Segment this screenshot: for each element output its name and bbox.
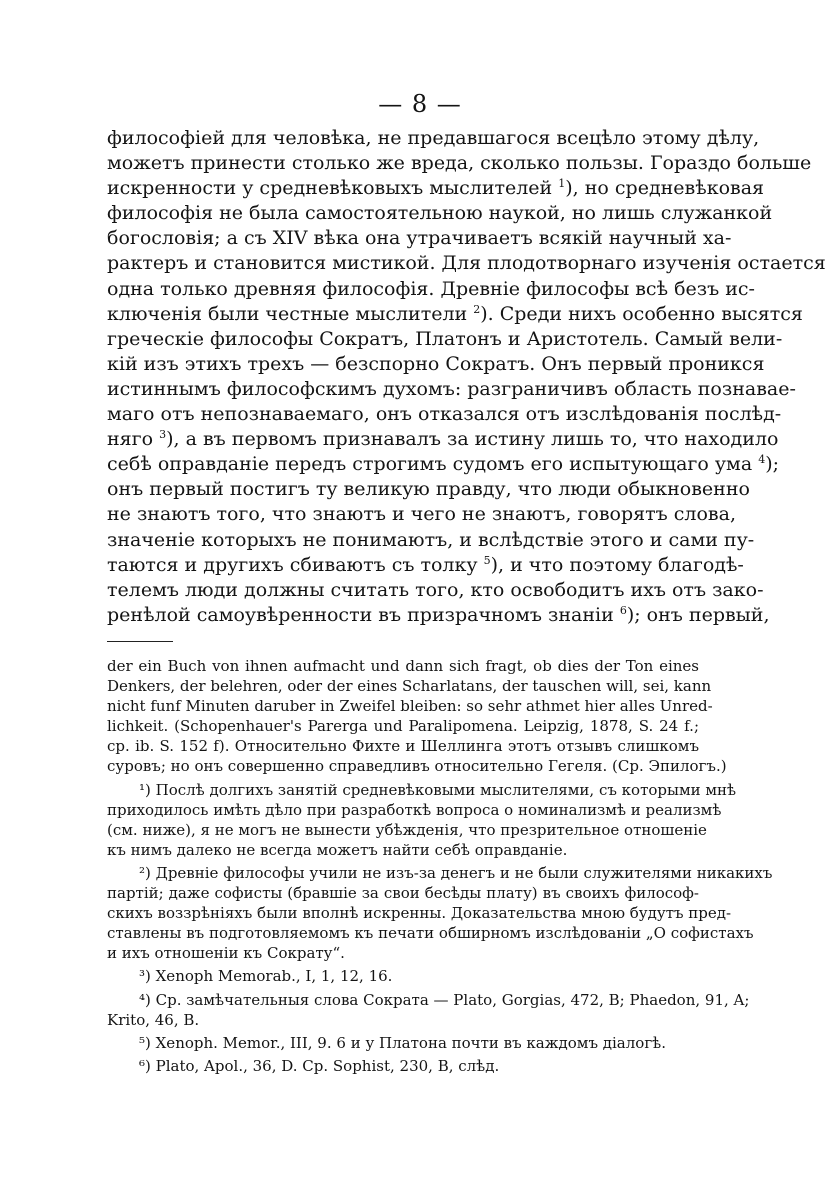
- footnote-line: ставлены въ подготовляемомъ къ печати обширномъ изслѣдованіи „О софистахъ: [107, 924, 754, 943]
- footnote-marker[interactable]: 6: [619, 603, 627, 617]
- body-line-text: рактеръ и становится мистикой. Для плодотворнаго изученія остается: [107, 252, 826, 275]
- footnote-line: партій; даже софисты (бравшіе за свои бесѣды плату) въ своихъ философ-: [107, 884, 699, 903]
- body-line-text: искренности у средневѣковыхъ мыслителей: [107, 177, 559, 200]
- body-line-text: не знаютъ того, что знаютъ и чего не знаютъ, говорятъ слова,: [107, 503, 736, 526]
- body-line-text: таются и другихъ сбиваютъ съ толку: [107, 553, 484, 576]
- body-line-text: онъ первый постигъ ту великую правду, что люди обыкновенно: [107, 478, 750, 501]
- body-line-text: ); онъ первый,: [626, 603, 770, 626]
- body-line-text: богословія; а съ XIV вѣка она утрачиваетъ всякій научный ха-: [107, 227, 732, 250]
- body-line-text: истиннымъ философскимъ духомъ: разграничивъ область познавае-: [107, 377, 796, 400]
- body-line: [107, 427, 779, 452]
- body-line: [107, 452, 780, 477]
- body-line: [107, 352, 765, 377]
- body-line-text: ), но средневѣковая: [565, 177, 765, 200]
- body-line-text: ), а въ первомъ признавалъ за истину лишь то, что находило: [166, 428, 779, 451]
- body-line: [107, 176, 765, 201]
- body-line: [107, 578, 764, 603]
- footnote-marker[interactable]: 5: [483, 553, 491, 567]
- footnote-marker[interactable]: 2: [473, 302, 481, 316]
- footnote-marker[interactable]: 1: [558, 177, 566, 191]
- footnote-line: (см. ниже), я не могъ не вынести убѣжденія, что презрительное отношеніе: [107, 820, 707, 839]
- body-line-text: себѣ оправданіе передъ строгимъ судомъ его испытующаго ума: [107, 453, 759, 476]
- footnote-marker[interactable]: 4: [758, 453, 766, 467]
- body-line: [107, 302, 803, 327]
- footnote-line: lichkeit. (Schopenhauer's Parerga und Paralipomena. Leipzig, 1878, S. 24 f.;: [107, 717, 699, 736]
- footnote-line: cp. ib. S. 152 f). Относительно Фихте и Шеллинга этотъ отзывъ слишкомъ: [107, 737, 699, 756]
- body-line-text: значеніе которыхъ не понимаютъ, и вслѣдствіе этого и сами пу-: [107, 528, 755, 551]
- footnote-line: приходилось имѣть дѣло при разработкѣ вопроса о номинализмѣ и реализмѣ: [107, 800, 722, 819]
- footnote-line: къ нимъ далеко не всегда можетъ найти себѣ оправданіе.: [107, 840, 568, 859]
- body-line-text: телемъ люди должны считать того, кто освободитъ ихъ отъ зако-: [107, 578, 764, 601]
- body-line: [107, 377, 796, 402]
- footnote-line: ⁴) Ср. замѣчательныя слова Сократа — Plato, Gorgias, 472, B; Phaedon, 91, A;: [139, 990, 750, 1009]
- footnote-line: и ихъ отношеніи къ Сократу“.: [107, 944, 345, 963]
- body-line: [107, 277, 755, 302]
- body-line: [107, 126, 760, 151]
- footnote-line: ²) Древніе философы учили не изъ-за денегъ и не были служителями никакихъ: [139, 863, 773, 882]
- body-line: [107, 603, 770, 628]
- body-line-text: можетъ принести столько же вреда, сколько пользы. Гораздо больше: [107, 152, 812, 175]
- body-line-text: философія не была самостоятельною наукой, но лишь служанкой: [107, 202, 773, 225]
- body-line: [107, 151, 812, 176]
- footnote-line: скихъ воззрѣніяхъ были вполнѣ искренны. Доказательства мною будутъ пред-: [107, 904, 732, 923]
- body-line-text: ренѣлой самоувѣренности въ призрачномъ знаніи: [107, 603, 620, 626]
- main-text: [107, 126, 826, 628]
- footnote-marker[interactable]: 3: [159, 428, 167, 442]
- footnotes: [107, 656, 773, 1076]
- footnote-line: ¹) Послѣ долгихъ занятій средневѣковыми мыслителями, съ которыми мнѣ: [139, 780, 737, 799]
- body-line: [107, 553, 744, 578]
- body-line: [107, 251, 826, 276]
- body-line-text: ). Среди нихъ особенно высятся: [480, 302, 803, 325]
- body-line-text: кій изъ этихъ трехъ — безспорно Сократъ. Онъ первый проникся: [107, 352, 765, 375]
- footnote-separator: [107, 641, 173, 642]
- body-line-text: );: [765, 453, 780, 476]
- page-number: — 8 —: [378, 90, 462, 118]
- body-line-text: ), и что поэтому благодѣ-: [490, 553, 744, 576]
- footnote-line: суровъ; но онъ совершенно справедливъ относительно Гегеля. (Ср. Эпилогъ.): [107, 757, 727, 776]
- body-line-text: няго: [107, 428, 160, 451]
- footnote-line: nicht funf Minuten daruber in Zweifel bleiben: so sehr athmet hier alles Unred-: [107, 697, 713, 716]
- body-line-text: философіей для человѣка, не предавшагося всецѣло этому дѣлу,: [107, 127, 760, 149]
- body-line-text: маго отъ непознаваемаго, онъ отказался отъ изслѣдованія послѣд-: [107, 403, 782, 426]
- body-line: [107, 226, 732, 251]
- footnote-line: Krito, 46, B.: [107, 1010, 200, 1029]
- footnote-line: der ein Buch von ihnen aufmacht und dann sich fragt, ob dies der Ton eines: [107, 657, 699, 675]
- body-line: [107, 201, 773, 226]
- body-line-text: одна только древняя философія. Древніе философы всѣ безъ ис-: [107, 277, 755, 300]
- body-line: [107, 502, 736, 527]
- footnote-line: ⁵) Xenoph. Memor., III, 9. 6 и у Платона почти въ каждомъ діалогѣ.: [139, 1033, 666, 1052]
- footnote-line: ⁶) Plato, Apol., 36, D. Cp. Sophist, 230, B, слѣд.: [139, 1056, 500, 1075]
- footnote-line: ³) Xenoph Memorab., I, 1, 12, 16.: [139, 967, 393, 986]
- body-line: [107, 528, 755, 553]
- footnote-line: Denkers, der belehren, oder der eines Scharlatans, der tauschen will, sei, kann: [107, 677, 712, 696]
- body-line: [107, 477, 750, 502]
- body-line-text: ключенія были честные мыслители: [107, 302, 474, 325]
- body-line-text: греческіе философы Сократъ, Платонъ и Аристотель. Самый вели-: [107, 327, 783, 350]
- body-line: [107, 327, 783, 352]
- body-line: [107, 402, 782, 427]
